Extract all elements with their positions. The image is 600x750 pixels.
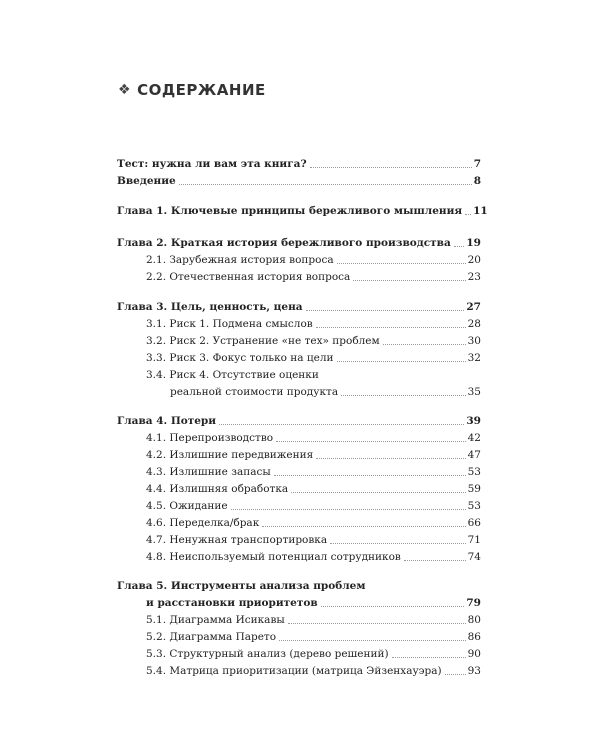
toc-entry-page: 90 [467,648,481,660]
toc-entry[interactable] [146,349,481,365]
toc-entry-title: 2.2. Отечественная история вопроса [146,271,351,283]
toc-entry[interactable] [117,202,488,218]
toc-entry[interactable] [146,315,481,331]
toc-entry-title: Глава 5. Инструменты анализа проблем [117,580,366,592]
toc-entry-title: 3.2. Риск 2. Устранение «не тех» проблем [146,335,380,347]
toc-entry[interactable] [146,497,481,513]
toc-entry-title: Глава 2. Краткая история бережливого производства [117,237,451,249]
toc-entry[interactable] [117,298,481,314]
toc-entry-page: 74 [467,551,481,563]
toc-entry-title: реальной стоимости продукта [170,386,339,398]
toc-entry-title: 4.4. Излишняя обработка [146,483,289,495]
toc-entry-title: 4.8. Неиспользуемый потенциал сотрудников [146,551,401,563]
toc-entry-title: 3.3. Риск 3. Фокус только на цели [146,352,334,364]
toc-entry[interactable] [117,155,481,171]
diamond-bullet-icon: ❖ [118,82,132,98]
toc-entry[interactable] [117,172,481,188]
toc-entry-title: и расстановки приоритетов [146,597,318,609]
toc-entry[interactable] [146,514,481,530]
toc-entry-title: 3.4. Риск 4. Отсутствие оценки [146,369,319,381]
toc-entry-page: 71 [467,534,481,546]
toc-entry-title: 4.3. Излишние запасы [146,466,271,478]
toc-entry-page: 7 [473,158,481,170]
toc-entry-page: 32 [467,352,481,364]
toc-entry[interactable] [146,548,481,564]
toc-entry-page: 79 [466,597,481,609]
toc-entry[interactable] [146,366,481,382]
toc-entry[interactable] [146,446,481,462]
toc-entry[interactable] [146,463,481,479]
toc-entry[interactable] [117,412,481,428]
toc-entry-continuation[interactable] [170,383,481,399]
toc-entry-page: 20 [467,254,481,266]
toc-entry-page: 11 [473,205,488,217]
toc-entry-page: 42 [467,432,481,444]
toc-entry-title: 5.1. Диаграмма Исикавы [146,614,285,626]
toc-entry-page: 93 [467,665,481,677]
toc-entry-page: 53 [467,466,481,478]
toc-entry[interactable] [146,628,481,644]
toc-entry[interactable] [146,531,481,547]
toc-entry-title: Глава 3. Цель, ценность, цена [117,301,303,313]
toc-entry[interactable] [146,611,481,627]
toc-entry-page: 53 [467,500,481,512]
toc-entry-page: 19 [466,237,481,249]
toc-entry-title: 5.2. Диаграмма Парето [146,631,277,643]
toc-entry[interactable] [146,480,481,496]
toc-entry[interactable] [146,268,481,284]
toc-entry-title: 4.5. Ожидание [146,500,228,512]
toc-entry-page: 80 [467,614,481,626]
toc-entry-title: 4.6. Переделка/брак [146,517,260,529]
toc-entry[interactable] [117,577,481,593]
toc-entry-page: 27 [466,301,481,313]
toc-entry[interactable] [146,251,481,267]
toc-entry[interactable] [146,662,481,678]
toc-entry-title: 4.2. Излишние передвижения [146,449,314,461]
toc-entry-title: 2.1. Зарубежная история вопроса [146,254,334,266]
toc-entry-page: 59 [467,483,481,495]
toc-entry[interactable] [146,429,481,445]
toc-entry-page: 35 [467,386,481,398]
toc-entry-title: 5.3. Структурный анализ (дерево решений) [146,648,389,660]
toc-entry-page: 23 [467,271,481,283]
toc-entry-title: Глава 4. Потери [117,415,217,427]
toc-entry-page: 47 [467,449,481,461]
toc-entry-page: 86 [467,631,481,643]
toc-entry[interactable] [117,234,481,250]
toc-entry-page: 39 [466,415,481,427]
toc-entry-title: Глава 1. Ключевые принципы бережливого мышления [117,205,463,217]
toc-entry-continuation[interactable] [146,594,481,610]
toc-entry-title: Тест: нужна ли вам эта книга? [117,158,307,170]
toc-entry-page: 30 [467,335,481,347]
toc-entry[interactable] [146,645,481,661]
toc-entry-page: 8 [473,175,481,187]
toc-entry-title: 5.4. Матрица приоритизации (матрица Эйзенхауэра) [146,665,442,677]
toc-entry-title: 4.7. Ненужная транспортировка [146,534,328,546]
toc-entry-page: 66 [467,517,481,529]
toc-entry-title: 4.1. Перепроизводство [146,432,274,444]
toc-entry-title: Введение [117,175,176,187]
toc-entry-page: 28 [467,318,481,330]
toc-entry[interactable] [146,332,481,348]
toc-title: СОДЕРЖАНИЕ [137,81,266,99]
toc-entry-title: 3.1. Риск 1. Подмена смыслов [146,318,313,330]
